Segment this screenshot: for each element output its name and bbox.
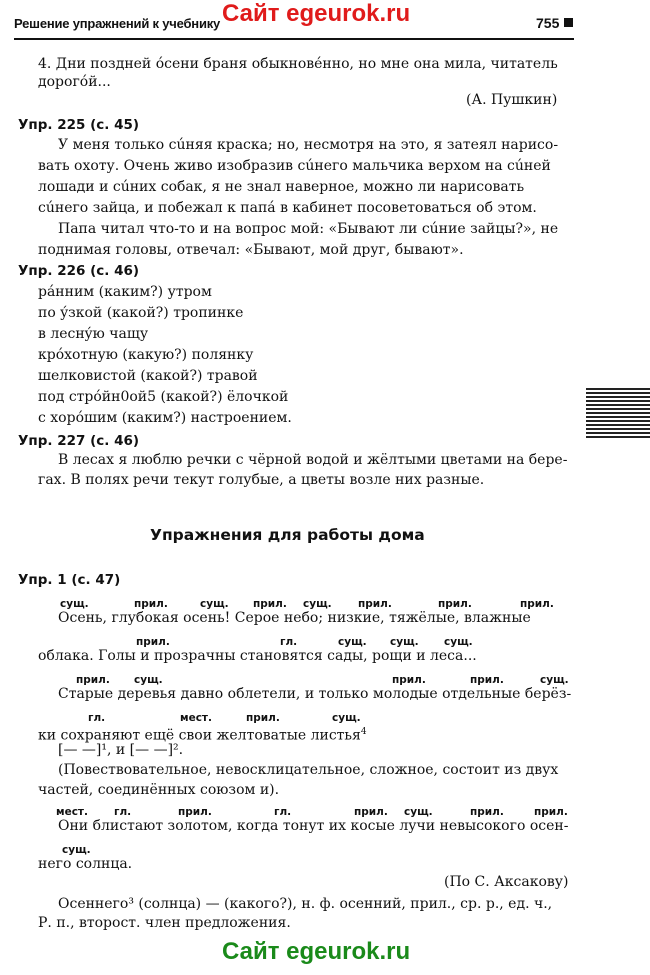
pos-label: сущ. <box>444 636 473 648</box>
text-line: поднимая головы, отвечал: «Бывают, мой друг, бывают». <box>38 242 464 258</box>
pos-label: сущ. <box>390 636 419 648</box>
text-line: частей, соединённых союзом и). <box>38 782 280 798</box>
pos-label: гл. <box>280 636 298 648</box>
pos-label: прил. <box>470 674 504 686</box>
pos-label: прил. <box>470 806 504 818</box>
text-line: облака. Голы и прозрачны становятся сады, рощи и леса... <box>38 648 477 664</box>
pos-label: прил. <box>358 598 392 610</box>
pos-label: прил. <box>253 598 287 610</box>
running-header-title: Решение упражнений к учебнику <box>14 16 221 31</box>
text-line: 4. Дни поздней óсени браня обыкновéнно, но мне она мила, читатель <box>38 56 558 72</box>
author: (А. Пушкин) <box>466 92 558 108</box>
text-line: Старые деревья давно облетели, и только молодые отдельные берёз- <box>58 686 572 702</box>
pos-label: прил. <box>520 598 554 610</box>
page-number: 755 <box>536 15 560 31</box>
text-line: Они блистают золотом, когда тонут их косые лучи невысокого осен- <box>58 818 569 834</box>
pos-label: гл. <box>88 712 106 724</box>
phrase-line: крóхотную (какую?) полянку <box>38 347 254 363</box>
pos-label: сущ. <box>404 806 433 818</box>
author: (По С. Аксакову) <box>444 874 569 890</box>
text-line: лошади и сúних собак, я не знал наверное, можно ли нарисовать <box>38 179 525 195</box>
pos-label: сущ. <box>540 674 569 686</box>
section-title: Упражнения для работы дома <box>150 526 425 544</box>
exercise-heading: Упр. 226 (с. 46) <box>18 263 140 279</box>
footnote-mark: 4 <box>360 727 367 737</box>
phrase-line: по ýзкой (какой?) тропинке <box>38 305 244 321</box>
text-line-main: ки сохраняют ещё свои желтоватые листья <box>38 727 361 744</box>
text-line: (Повествовательное, невосклицательное, сложное, состоит из двух <box>58 762 559 778</box>
exercise-heading: Упр. 227 (с. 46) <box>18 433 140 449</box>
text-line: дорогóй... <box>38 74 111 90</box>
text-line: В лесах я люблю речки с чёрной водой и жёлтыми цветами на бере- <box>58 452 568 468</box>
pos-label: сущ. <box>332 712 361 724</box>
pos-label: прил. <box>178 806 212 818</box>
pos-label: гл. <box>114 806 132 818</box>
pos-label: сущ. <box>200 598 229 610</box>
pos-label: гл. <box>274 806 292 818</box>
pos-label: сущ. <box>62 844 91 856</box>
pos-label: сущ. <box>338 636 367 648</box>
phrase-line: с хорóшим (каким?) настроением. <box>38 410 292 426</box>
phrase-line: рáнним (каким?) утром <box>38 284 212 300</box>
text-line: Папа читал что-то и на вопрос мой: «Бывают ли сúние зайцы?», не <box>58 221 559 237</box>
phrase-line: в леснýю чащу <box>38 326 149 342</box>
pos-label: прил. <box>134 598 168 610</box>
exercise-heading: Упр. 225 (с. 45) <box>18 117 140 133</box>
phrase-line: под стрóйн0ой5 (какой?) ёлочкой <box>38 389 289 405</box>
text-line: него солнца. <box>38 856 133 872</box>
text-line: гах. В полях речи текут голубые, а цветы возле них разные. <box>38 472 485 488</box>
pos-label: сущ. <box>134 674 163 686</box>
text-line: Р. п., второст. член предложения. <box>38 915 291 931</box>
watermark-bottom: Сайт egeurok.ru <box>222 938 411 965</box>
exercise-heading: Упр. 1 (с. 47) <box>18 572 121 588</box>
sentence-scheme: [— —]¹, и [— —]². <box>58 742 184 758</box>
pos-label: мест. <box>56 806 89 818</box>
text-line: сúнего зайца, и побежал к папá в кабинет посоветоваться об этом. <box>38 200 537 216</box>
text-line: Осень, глубокая осень! Серое небо; низкие, тяжёлые, влажные <box>58 610 531 626</box>
pos-label: прил. <box>76 674 110 686</box>
pos-label: прил. <box>392 674 426 686</box>
pos-label: прил. <box>534 806 568 818</box>
pos-label: сущ. <box>60 598 89 610</box>
text-line: У меня только сúняя краска; но, несмотря на это, я затеял нарисо- <box>58 137 559 153</box>
pos-label: прил. <box>438 598 472 610</box>
pos-label: прил. <box>136 636 170 648</box>
pos-label: прил. <box>246 712 280 724</box>
pos-label: прил. <box>354 806 388 818</box>
phrase-line: шелковистой (какой?) травой <box>38 368 258 384</box>
text-line: вать охоту. Очень живо изобразив сúнего мальчика верхом на сúней <box>38 158 551 174</box>
text-line: Осеннего³ (солнца) — (какого?), н. ф. осенний, прил., ср. р., ед. ч., <box>58 896 553 912</box>
watermark-top: Сайт egeurok.ru <box>222 0 411 27</box>
pos-label: мест. <box>180 712 213 724</box>
pos-label: сущ. <box>303 598 332 610</box>
